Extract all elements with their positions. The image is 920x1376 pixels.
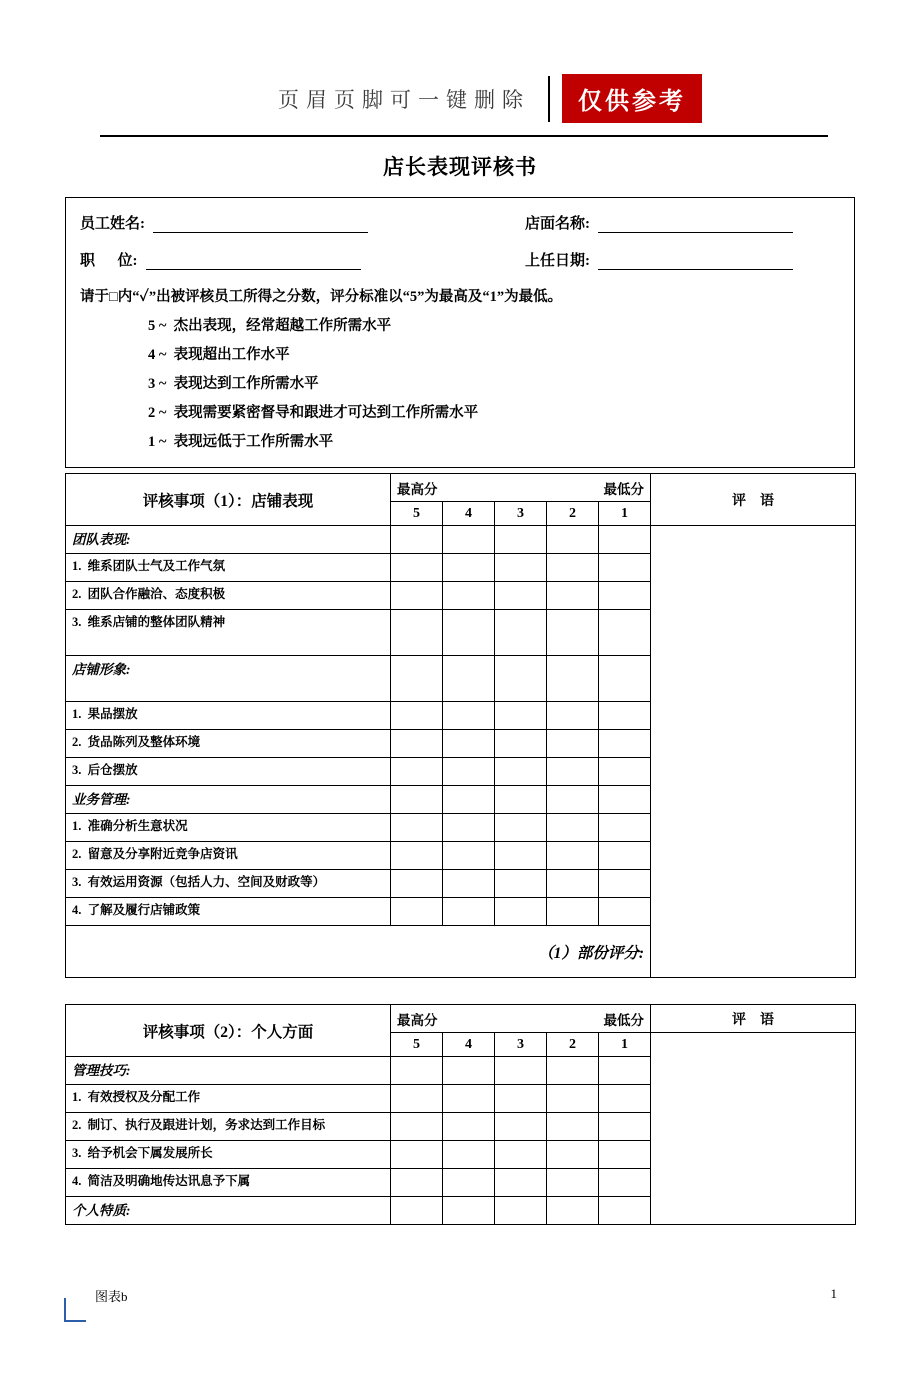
score-cell[interactable] xyxy=(599,1141,651,1169)
score-cell[interactable] xyxy=(443,1141,495,1169)
row-label: 4. 简洁及明确地传达讯息予下属 xyxy=(66,1169,391,1197)
row-label: 2. 留意及分享附近竞争店资讯 xyxy=(66,842,391,870)
rating-scale-list xyxy=(148,312,842,457)
score-cell[interactable] xyxy=(547,898,599,926)
table2-title: 评核事项（2）：个人方面 xyxy=(66,1005,391,1057)
score-col-5: 5 xyxy=(391,1033,443,1057)
info-row-1 xyxy=(80,212,842,233)
row-label: 1. 果品摆放 xyxy=(66,702,391,730)
score-cell[interactable] xyxy=(599,786,651,814)
score-cell[interactable] xyxy=(443,1197,495,1225)
score-cell[interactable] xyxy=(495,730,547,758)
score-cell[interactable] xyxy=(547,656,599,702)
score-cell[interactable] xyxy=(599,1113,651,1141)
score-cell[interactable] xyxy=(495,582,547,610)
score-cell[interactable] xyxy=(495,814,547,842)
header-divider xyxy=(548,76,550,122)
score-cell[interactable] xyxy=(547,786,599,814)
score-cell[interactable] xyxy=(391,1085,443,1113)
score-cell[interactable] xyxy=(391,814,443,842)
score-cell[interactable] xyxy=(599,582,651,610)
employee-name-group xyxy=(80,212,525,233)
score-cell[interactable] xyxy=(495,702,547,730)
score-cell[interactable] xyxy=(495,1197,547,1225)
score-cell[interactable] xyxy=(495,898,547,926)
score-cell[interactable] xyxy=(443,842,495,870)
score-cell[interactable] xyxy=(443,758,495,786)
score-cell[interactable] xyxy=(495,1169,547,1197)
score-cell[interactable] xyxy=(547,582,599,610)
score-cell[interactable] xyxy=(547,1057,599,1085)
info-row-2 xyxy=(80,249,842,270)
score-cell[interactable] xyxy=(443,1169,495,1197)
figure-caption: 图表b xyxy=(95,1289,128,1304)
page-title: 店长表现评核书 xyxy=(383,155,537,179)
store-name-field[interactable] xyxy=(598,216,793,233)
score-cell[interactable] xyxy=(495,656,547,702)
table2-comment-area[interactable] xyxy=(651,1033,856,1225)
score-cell[interactable] xyxy=(495,1057,547,1085)
score-col-1: 1 xyxy=(599,502,651,526)
score-cell[interactable] xyxy=(443,1057,495,1085)
scale-item-5: 5 ~ 杰出表现，经常超越工作所需水平 xyxy=(148,318,392,334)
position-group xyxy=(80,249,525,270)
scale-item-2: 2 ~ 表现需要紧密督导和跟进才可达到工作所需水平 xyxy=(148,405,479,421)
row-label: 2. 制订、执行及跟进计划，务求达到工作目标 xyxy=(66,1113,391,1141)
score-cell[interactable] xyxy=(599,870,651,898)
max-score-label: 最高分 xyxy=(397,481,438,497)
score-cell[interactable] xyxy=(495,786,547,814)
score-cell[interactable] xyxy=(599,730,651,758)
start-date-group xyxy=(525,249,842,270)
score-cell[interactable] xyxy=(495,610,547,656)
score-cell[interactable] xyxy=(495,870,547,898)
row-label: 1. 维系团队士气及工作气氛 xyxy=(66,554,391,582)
score-cell[interactable] xyxy=(495,1141,547,1169)
table1-title: 评核事项（1）：店铺表现 xyxy=(66,474,391,526)
row-label: 管理技巧: xyxy=(66,1057,391,1085)
score-cell[interactable] xyxy=(547,842,599,870)
employee-name-field[interactable] xyxy=(153,216,368,233)
score-cell[interactable] xyxy=(547,730,599,758)
score-cell[interactable] xyxy=(391,870,443,898)
score-col-3: 3 xyxy=(495,1033,547,1057)
score-cell[interactable] xyxy=(391,730,443,758)
score-cell[interactable] xyxy=(391,1169,443,1197)
header-rule xyxy=(100,135,828,137)
score-cell[interactable] xyxy=(443,1113,495,1141)
score-cell[interactable] xyxy=(599,610,651,656)
reference-only-badge: 仅供参考 xyxy=(562,74,702,123)
table1-comment-header: 评 语 xyxy=(651,474,856,526)
scale-item-3: 3 ~ 表现达到工作所需水平 xyxy=(148,376,319,392)
row-label: 3. 给予机会下属发展所长 xyxy=(66,1141,391,1169)
score-cell[interactable] xyxy=(391,554,443,582)
score-cell[interactable] xyxy=(391,702,443,730)
score-cell[interactable] xyxy=(495,758,547,786)
score-cell[interactable] xyxy=(443,526,495,554)
max-score-label: 最高分 xyxy=(397,1012,438,1028)
score-cell[interactable] xyxy=(599,758,651,786)
score-cell[interactable] xyxy=(391,842,443,870)
header-watermark-text: 页眉页脚可一键删除 xyxy=(278,87,530,112)
min-score-label: 最低分 xyxy=(603,481,645,497)
employee-name-label: 员工姓名: xyxy=(80,216,145,232)
score-cell[interactable] xyxy=(443,898,495,926)
row-label: 3. 后仓摆放 xyxy=(66,758,391,786)
score-cell[interactable] xyxy=(443,786,495,814)
row-label: 2. 货品陈列及整体环境 xyxy=(66,730,391,758)
row-label: 3. 维系店铺的整体团队精神 xyxy=(66,610,391,656)
page-number: 1 xyxy=(830,1286,837,1301)
score-cell[interactable] xyxy=(599,702,651,730)
score-cell[interactable] xyxy=(547,702,599,730)
score-cell[interactable] xyxy=(391,582,443,610)
score-cell[interactable] xyxy=(391,1197,443,1225)
store-name-group xyxy=(525,212,842,233)
row-label: 1. 有效授权及分配工作 xyxy=(66,1085,391,1113)
score-col-2: 2 xyxy=(547,502,599,526)
score-col-2: 2 xyxy=(547,1033,599,1057)
table-row xyxy=(66,526,856,554)
table2-score-range-header xyxy=(391,1005,651,1033)
score-col-1: 1 xyxy=(599,1033,651,1057)
score-cell[interactable] xyxy=(391,786,443,814)
min-score-label: 最低分 xyxy=(603,1012,645,1028)
score-cell[interactable] xyxy=(391,1141,443,1169)
scale-item-1: 1 ~ 表现远低于工作所需水平 xyxy=(148,434,334,450)
score-cell[interactable] xyxy=(391,1113,443,1141)
score-cell[interactable] xyxy=(391,898,443,926)
score-cell[interactable] xyxy=(599,1085,651,1113)
score-cell[interactable] xyxy=(443,582,495,610)
table1-comment-area[interactable] xyxy=(651,526,856,978)
row-label: 团队表现: xyxy=(66,526,391,554)
table1-score-range-header xyxy=(391,474,651,502)
row-label: 2. 团队合作融洽、态度积极 xyxy=(66,582,391,610)
score-cell[interactable] xyxy=(495,1085,547,1113)
score-cell[interactable] xyxy=(391,526,443,554)
score-cell[interactable] xyxy=(599,898,651,926)
info-box xyxy=(65,197,855,468)
score-cell[interactable] xyxy=(547,1197,599,1225)
evaluation-table-1 xyxy=(65,473,856,978)
score-cell[interactable] xyxy=(495,842,547,870)
score-cell[interactable] xyxy=(495,526,547,554)
score-cell[interactable] xyxy=(547,1141,599,1169)
score-cell[interactable] xyxy=(547,1085,599,1113)
score-cell[interactable] xyxy=(495,554,547,582)
score-cell[interactable] xyxy=(443,656,495,702)
store-name-label: 店面名称: xyxy=(525,216,590,232)
document-footer xyxy=(65,1286,855,1305)
score-col-4: 4 xyxy=(443,1033,495,1057)
score-cell[interactable] xyxy=(443,870,495,898)
document-header xyxy=(125,74,855,123)
start-date-field[interactable] xyxy=(598,253,793,270)
score-cell[interactable] xyxy=(547,870,599,898)
score-cell[interactable] xyxy=(391,610,443,656)
row-label: 个人特质: xyxy=(66,1197,391,1225)
score-cell[interactable] xyxy=(547,758,599,786)
row-label: 业务管理: xyxy=(66,786,391,814)
scale-item-4: 4 ~ 表现超出工作水平 xyxy=(148,347,290,363)
score-cell[interactable] xyxy=(391,656,443,702)
score-cell[interactable] xyxy=(599,656,651,702)
position-label: 职 位: xyxy=(80,253,138,269)
score-cell[interactable] xyxy=(599,814,651,842)
score-cell[interactable] xyxy=(547,610,599,656)
evaluation-table-2 xyxy=(65,1004,856,1225)
row-label: 1. 准确分析生意状况 xyxy=(66,814,391,842)
score-cell[interactable] xyxy=(443,730,495,758)
score-cell[interactable] xyxy=(547,814,599,842)
document-page xyxy=(0,74,920,1376)
row-label: 店铺形象: xyxy=(66,656,391,702)
score-col-5: 5 xyxy=(391,502,443,526)
position-field[interactable] xyxy=(146,253,361,270)
rating-instruction: 请于□内“✓”出被评核员工所得之分数，评分标准以“5”为最高及“1”为最低。 xyxy=(80,289,563,305)
score-cell[interactable] xyxy=(443,1085,495,1113)
table2-comment-header: 评 语 xyxy=(651,1005,856,1033)
score-cell[interactable] xyxy=(547,554,599,582)
score-cell[interactable] xyxy=(599,1169,651,1197)
score-cell[interactable] xyxy=(599,554,651,582)
row-label: 3. 有效运用资源（包括人力、空间及财政等） xyxy=(66,870,391,898)
score-cell[interactable] xyxy=(599,526,651,554)
score-cell[interactable] xyxy=(599,1057,651,1085)
score-cell[interactable] xyxy=(495,1113,547,1141)
section1-subtotal-label: （1）部份评分: xyxy=(66,926,651,978)
score-cell[interactable] xyxy=(443,702,495,730)
score-cell[interactable] xyxy=(443,814,495,842)
row-label: 4. 了解及履行店铺政策 xyxy=(66,898,391,926)
page-content xyxy=(0,74,920,1225)
score-col-4: 4 xyxy=(443,502,495,526)
score-cell[interactable] xyxy=(547,1113,599,1141)
score-cell[interactable] xyxy=(599,1197,651,1225)
score-cell[interactable] xyxy=(443,610,495,656)
score-cell[interactable] xyxy=(599,842,651,870)
start-date-label: 上任日期: xyxy=(525,253,590,269)
score-cell[interactable] xyxy=(443,554,495,582)
score-cell[interactable] xyxy=(547,526,599,554)
score-cell[interactable] xyxy=(391,758,443,786)
score-cell[interactable] xyxy=(391,1057,443,1085)
score-cell[interactable] xyxy=(547,1169,599,1197)
score-col-3: 3 xyxy=(495,502,547,526)
